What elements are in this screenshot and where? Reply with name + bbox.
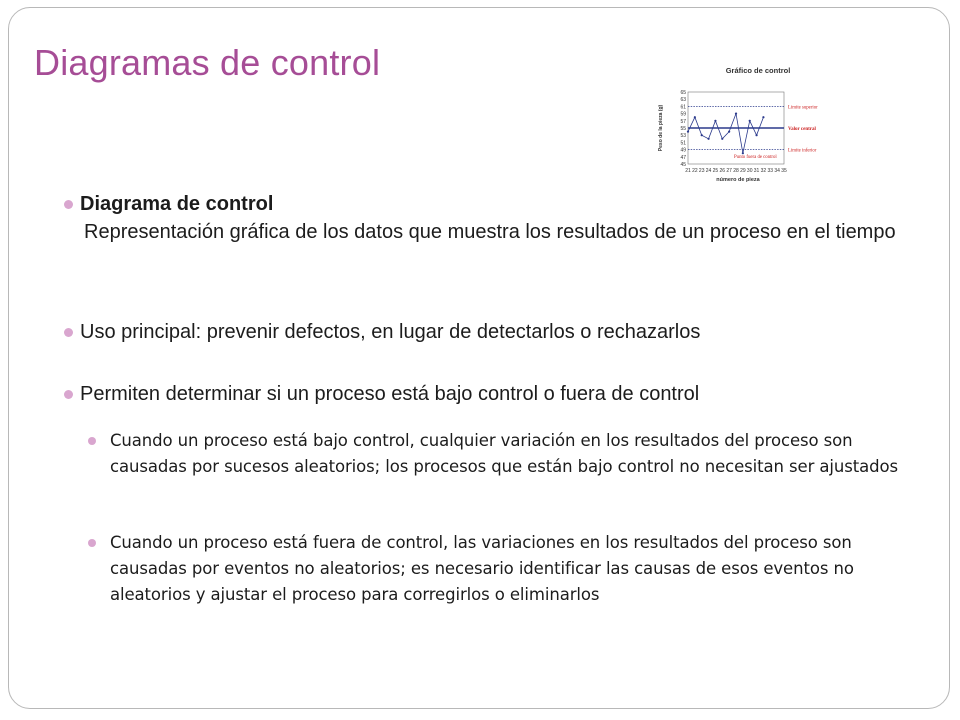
x-tick-label: 25 [712, 168, 719, 174]
data-point [714, 120, 716, 122]
x-tick-label: 22 [692, 168, 698, 174]
sub-bullet-dot-icon [88, 539, 96, 547]
x-tick-label: 35 [781, 168, 787, 174]
data-point [749, 120, 751, 122]
sub-bullet-dot-icon [88, 437, 96, 445]
data-point [755, 134, 757, 136]
data-point [701, 134, 703, 136]
bullet-text: Representación gráfica de los datos que muestra los resultados de un proceso en el tiempo [84, 221, 896, 243]
upper-limit-label: Límite superior [788, 105, 818, 111]
x-tick-label: 24 [705, 168, 712, 174]
y-tick-label: 45 [680, 162, 686, 168]
y-tick-label: 51 [680, 140, 686, 147]
x-tick-label: 32 [760, 168, 767, 174]
sub-bullet-text: Cuando un proceso está bajo control, cualquier variación en los resultados del proceso son causadas por sucesos aleatorios; los procesos que están bajo control no necesitan ser ajustados [110, 431, 899, 476]
x-tick-label: 28 [733, 168, 739, 174]
x-tick-label: 33 [767, 168, 774, 174]
data-point [742, 152, 744, 154]
bullet-heading: Diagrama de control [80, 193, 274, 215]
bullet-dot-icon [64, 390, 73, 399]
data-point [694, 116, 696, 118]
x-tick-label: 26 [719, 168, 726, 174]
y-tick-label: 57 [680, 118, 686, 125]
x-tick-label: 30 [746, 168, 753, 174]
chart-title: Gráfico de control [725, 66, 791, 75]
y-tick-label: 49 [680, 147, 686, 154]
bullet-text: Uso principal: prevenir defectos, en lugar de detectarlos o rechazarlos [80, 321, 701, 343]
data-point [687, 131, 689, 133]
y-tick-label: 55 [680, 126, 686, 132]
data-point [762, 116, 764, 118]
x-tick-label: 27 [726, 168, 732, 174]
y-tick-label: 59 [680, 111, 686, 118]
sub-bullet-text: Cuando un proceso está fuera de control, las variaciones en los resultados del proceso son causadas por eventos no aleatorios; es necesario identificar las causas de esos eventos no aleatorios y ajustar el proceso para corregirlos o eliminarlos [110, 533, 854, 604]
bullet-dot-icon [64, 200, 73, 209]
control-chart [652, 60, 852, 190]
bullet-dot-icon [64, 328, 73, 337]
y-tick-label: 53 [680, 133, 686, 140]
data-point [728, 131, 730, 133]
y-tick-label: 65 [680, 90, 686, 96]
x-tick-label: 29 [740, 168, 746, 174]
x-tick-label: 34 [774, 168, 780, 174]
data-point [735, 113, 737, 115]
center-value-label: Valor central [788, 127, 816, 132]
data-point [721, 138, 723, 140]
y-axis-label: Peso de la pieza (g) [658, 104, 664, 152]
slide-title: Diagramas de control [34, 42, 381, 83]
y-tick-label: 61 [680, 104, 686, 111]
control-chart-svg [652, 60, 852, 190]
x-tick-label: 31 [753, 168, 760, 174]
out-of-control-annotation: Punto fuera de control [734, 155, 777, 161]
data-point [707, 138, 709, 140]
x-axis-label: número de pieza [716, 177, 760, 183]
x-tick-label: 21 [685, 168, 691, 174]
y-tick-label: 63 [680, 97, 686, 104]
lower-limit-label: Límite inferior [788, 148, 817, 154]
bullet-text: Permiten determinar si un proceso está bajo control o fuera de control [80, 383, 700, 405]
y-tick-label: 47 [680, 154, 686, 161]
x-tick-label: 23 [698, 168, 705, 174]
